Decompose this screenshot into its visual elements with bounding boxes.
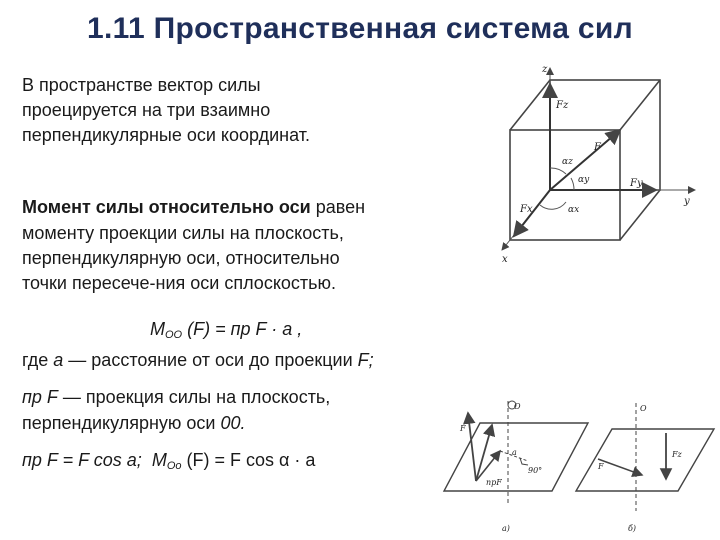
force-f-label: F bbox=[594, 142, 601, 153]
plane-a-o-label: O bbox=[514, 402, 521, 411]
formula-moment bbox=[150, 318, 302, 346]
angle-ax-label: αx bbox=[568, 205, 580, 215]
force-fz-label: Fz bbox=[556, 100, 569, 111]
para2-line1 bbox=[22, 196, 365, 218]
plane-figure-b bbox=[572, 395, 717, 535]
formula2 bbox=[22, 449, 315, 477]
para1-line2: проецируется на три взаимно bbox=[22, 100, 271, 120]
where1-rest: — расстояние от оси до проекции bbox=[63, 350, 358, 370]
where2-rest: — проекция силы на плоскость, bbox=[57, 387, 331, 407]
slide-title: 1.11 Пространственная система сил bbox=[87, 12, 633, 45]
where1-pre: где bbox=[22, 350, 54, 370]
para2-bold: Момент силы относительно оси bbox=[22, 197, 311, 217]
where-line1 bbox=[22, 349, 374, 371]
where-line3 bbox=[22, 412, 246, 434]
plane-b-f-label: F bbox=[598, 462, 604, 471]
formula-rest: (F) = пр F · a , bbox=[182, 319, 303, 339]
plane-a-prf-label: прF bbox=[486, 478, 502, 487]
plane-b-caption: б) bbox=[628, 524, 637, 533]
axis-z-label: z bbox=[542, 64, 548, 75]
plane-a-deg-label: 90° bbox=[528, 466, 543, 475]
formula2-rest: (F) = F cos α · a bbox=[181, 450, 316, 470]
angle-az-label: αz bbox=[562, 157, 573, 167]
formula2-sub: Oo bbox=[166, 460, 182, 472]
formula-m: M bbox=[150, 319, 165, 339]
plane-a-caption: a) bbox=[502, 524, 510, 533]
plane-a-a-label: a bbox=[512, 448, 517, 457]
where-line2 bbox=[22, 386, 330, 408]
where1-f: F; bbox=[357, 350, 374, 370]
para2-line4: точки пересече-ния оси сплоскостью. bbox=[22, 273, 337, 293]
para1-line1: В пространстве вектор силы bbox=[22, 75, 261, 95]
para2-line2: моменту проекции силы на плоскость, bbox=[22, 223, 344, 243]
plane-a-f-label: F bbox=[460, 424, 466, 433]
where3-oo: 00. bbox=[220, 413, 246, 433]
where3-pre: перпендикулярную оси bbox=[22, 413, 221, 433]
formula2-left: пр F = F cos a; bbox=[22, 450, 142, 470]
axis-x-label: x bbox=[502, 254, 508, 265]
angle-ay-label: αy bbox=[578, 175, 590, 185]
where1-a: a bbox=[53, 350, 64, 370]
plane-b-fz-label: Fz bbox=[672, 450, 682, 459]
para1-line3: перпендикулярные оси координат. bbox=[22, 125, 310, 145]
plane-figure-a bbox=[440, 395, 590, 535]
formula2-m: M bbox=[151, 450, 167, 470]
force-fx-label: Fx bbox=[520, 204, 533, 215]
para2-rest: равен bbox=[310, 197, 366, 217]
where2-pr: пр F bbox=[22, 387, 58, 407]
plane-b-o-label: O bbox=[640, 404, 647, 413]
axis-y-label: y bbox=[684, 196, 690, 207]
force-projection-cube-figure bbox=[480, 60, 715, 265]
para2-line3: перпендикулярную оси, относительно bbox=[22, 248, 340, 268]
force-fy-label: Fy bbox=[630, 178, 643, 189]
formula-sub: OO bbox=[165, 329, 183, 341]
